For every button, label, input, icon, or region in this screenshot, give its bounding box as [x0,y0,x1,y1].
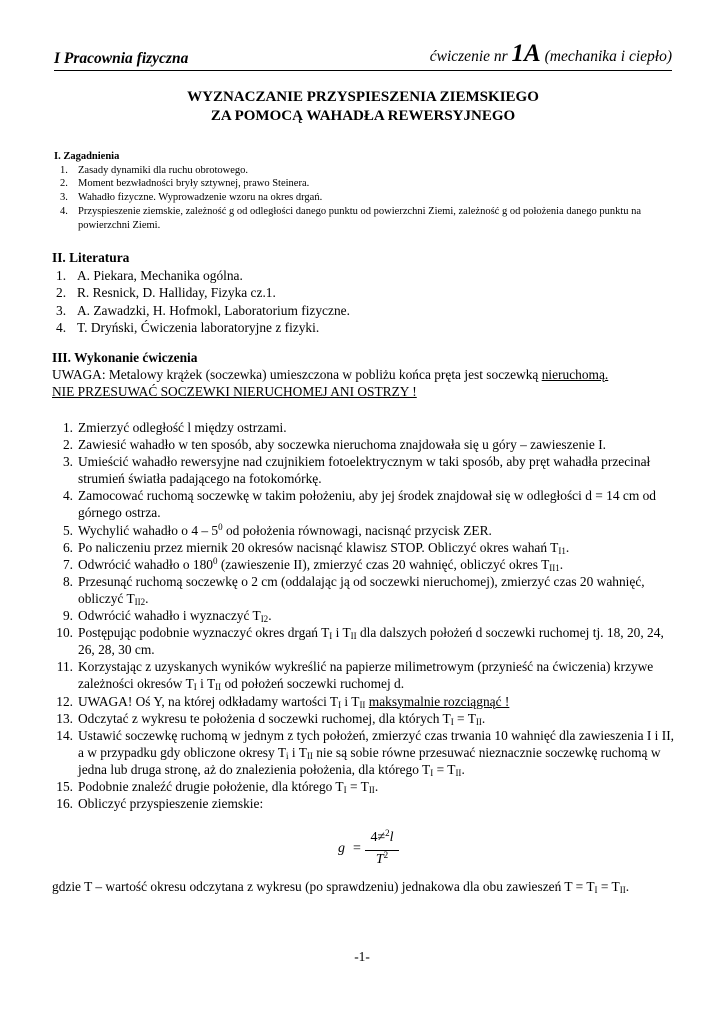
procedure-steps [52,419,674,812]
step-item: 5. Wychylić wahadło o $4 - 5^0$ od położenia równowagi, nacisnąć przycisk ZER. [62,521,492,538]
warning-text: UWAGA: Metalowy krążek (soczewka) umieszczona w pobliżu końca pręta jest soczewką nieruchomą. [52,366,609,382]
step-item: 13. Odczytać z wykresu te położenia d soczewki ruchomej, dla których $T_I = T_{II}$. [56,710,486,727]
exercise-label: ćwiczenie nr 1A (mechanika i ciepło) [429,40,672,67]
step-item: 6. Po naliczeniu przez miernik 20 okresów nacisnąć klawisz STOP. Obliczyć okres wahań $T_{I1}$. [62,539,570,556]
step-item: 8. Przesunąć ruchomą soczewkę o 2 cm (oddalając ją od soczewki nieruchomej), zmierzyć czas 20 wahnięć, obliczyć $T_{II2}$. [62,573,645,607]
lab-name: I Pracownia fizyczna [54,50,189,67]
list-item: 2. Moment bezwładności bryły sztywnej, prawo Steinera. [60,178,310,190]
list-item: 2. R. Resnick, D. Halliday, Fizyka cz.1. [56,285,276,301]
list-item: 1. Zasady dynamiki dla ruchu obrotowego. [60,164,248,176]
list-item: 3. Wahadło fizyczne. Wyprowadzenie wzoru na okres drgań. [60,192,323,204]
step-item: 4. Zamocować ruchomą soczewkę w takim położeniu, aby jej środek znajdował się w odległości d = 14 cm od górnego ostrza. [62,488,656,521]
fraction-bar [365,850,399,851]
step-item: 15. Podobnie znaleźć drugie położenie, dla którego $T_I = T_{II}$. [56,778,379,795]
gravity-formula: g = 4≠$^2$l $T^2$ [336,826,416,870]
section-heading: II. Literatura [52,250,130,265]
list-item: 4. Przyspieszenie ziemskie, zależność g od odległości danego punktu od powierzchni Ziemi, zależność g od położenia danego punktu na powierzchni Ziemi. [60,205,642,231]
formula-denominator: $T^2$ [375,850,389,867]
warning-caps: NIE PRZESUWAĆ SOCZEWKI NIERUCHOMEJ ANI OSTRZY ! [52,383,417,399]
step-item: 14. Ustawić soczewkę ruchomą w jednym z tych położeń, zmierzyć czas trwania 10 wahnięć dla zawieszenia I i II, a w przypadku gdy obliczone okresy $T_i$ i $T_{II}$ nie są sobie równe przesuwać nieznacznie soczewkę ruchomą w jedna lub druga stronę, aż do znalezienia położenia, dla którego $T_I = T_{II}$. [56,727,674,778]
page-number: -1- [354,949,370,964]
step-item: 7. Odwrócić wahadło o $180^0$ (zawieszenie II), zmierzyć czas 20 wahnięć, obliczyć okres $T_{II1}$. [62,555,564,573]
formula-explanation: gdzie T – wartość okresu odczytana z wykresu (po sprawdzeniu) jednakowa dla obu zawieszeń $T = T_I = T_{II}$. [52,879,630,895]
section-literature [52,249,672,337]
step-item: 10. Postępując podobnie wyznaczyć okres drgań $T_I$ i $T_{II}$ dla dalszych położeń d soczewki ruchomej tj. 18, 20, 24, 26, 28, 30 cm. [56,625,664,658]
list-item: 1. A. Piekara, Mechanika ogólna. [56,267,243,283]
step-item: 2. Zawiesić wahadło w ten sposób, aby soczewka nieruchoma znajdowała się u góry – zawieszenie I. [62,437,606,453]
step-item: 11. Korzystając z uzyskanych wyników wykreślić na papierze milimetrowym (przynieść na ćwiczenia) krzywe zależności okresów $T_I$ i $T_{II}$ od położeń soczewki ruchomej d. [56,659,654,693]
step-item: 16. Obliczyć przyspieszenie ziemskie: [56,796,264,812]
section-heading: III. Wykonanie ćwiczenia [52,350,198,365]
step-item: 9. Odwrócić wahadło i wyznaczyć $T_{I2}$. [62,608,272,625]
step-item: 1. Zmierzyć odległość l między ostrzami. [62,420,287,435]
step-item: 3. Umieścić wahadło rewersyjne nad czujnikiem fotoelektrycznym w taki sposób, aby pręt wahadła przecinał strumień światła padającego na fotokomórkę. [62,454,651,487]
section-procedure [52,350,674,401]
exercise-number: 1A [511,40,541,67]
section-heading: I. Zagadnienia [54,151,120,162]
list-item: 4. T. Dryński, Ćwiczenia laboratoryjne z fizyki. [56,320,320,336]
document-title: WYZNACZANIE PRZYSPIESZENIA ZIEMSKIEGO ZA POMOCĄ WAHADŁA REWERSYJNEGO [187,89,539,124]
section-topics [54,150,674,232]
formula-numerator: 4≠$^2$l [370,828,394,845]
list-item: 3. A. Zawadzki, H. Hofmokl, Laboratorium fizyczne. [56,302,350,318]
page-header [54,42,672,71]
step-item: 12. UWAGA! Oś Y, na której odkładamy wartości $T_I$ i $T_{II}$ maksymalnie rozciągnąć ! [56,693,510,710]
